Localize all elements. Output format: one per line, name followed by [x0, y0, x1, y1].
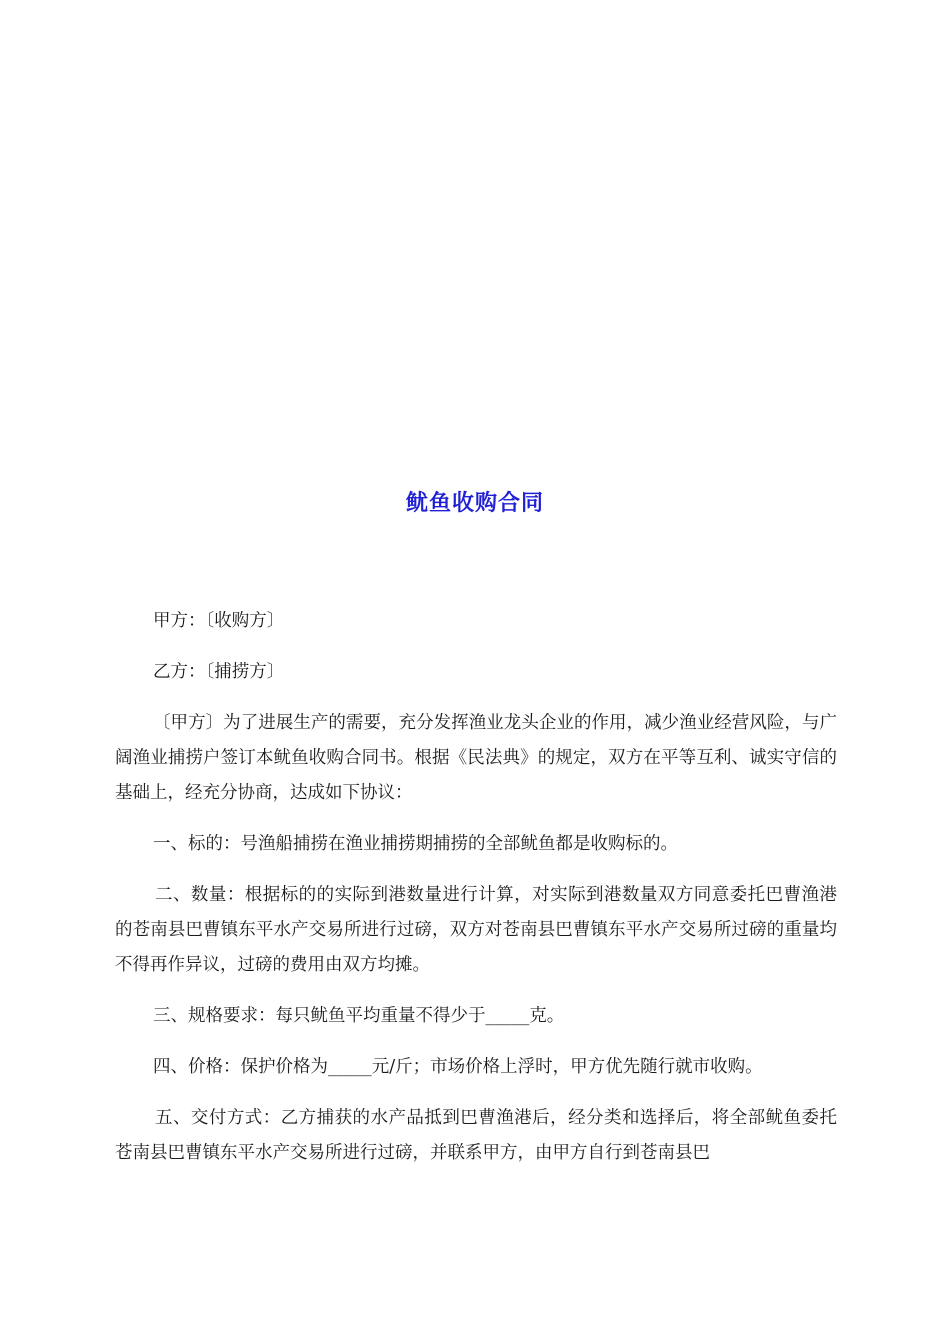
- clause-quantity: 二、数量：根据标的的实际到港数量进行计算，对实际到港数量双方同意委托巴曹渔港的苍南县巴曹镇东平水产交易所进行过磅，双方对苍南县巴曹镇东平水产交易所过磅的重量均不得再作异议，过磅的费用由双方均摊。: [115, 885, 837, 975]
- preamble-paragraph: 〔甲方〕为了进展生产的需要，充分发挥渔业龙头企业的作用，减少渔业经营风险，与广阔渔业捕捞户签订本鱿鱼收购合同书。根据《民法典》的规定，双方在平等互利、诚实守信的基础上，经充分协商，达成如下协议：: [115, 713, 837, 803]
- document-title: 鱿鱼收购合同: [405, 491, 544, 516]
- party-a-line: 甲方：〔收购方〕: [153, 611, 285, 631]
- document-body: [115, 604, 837, 1187]
- party-b-line: 乙方：〔捕捞方〕: [153, 662, 285, 682]
- clause-price: 四、价格：保护价格为_____元/斤；市场价格上浮时，甲方优先随行就市收购。: [153, 1057, 763, 1077]
- clause-subject: 一、标的：号渔船捕捞在渔业捕捞期捕捞的全部鱿鱼都是收购标的。: [153, 834, 678, 854]
- clause-delivery: 五、交付方式：乙方捕获的水产品抵到巴曹渔港后，经分类和选择后，将全部鱿鱼委托苍南县巴曹镇东平水产交易所进行过磅，并联系甲方，由甲方自行到苍南县巴: [115, 1108, 837, 1163]
- clause-specification: 三、规格要求：每只鱿鱼平均重量不得少于_____克。: [153, 1006, 565, 1026]
